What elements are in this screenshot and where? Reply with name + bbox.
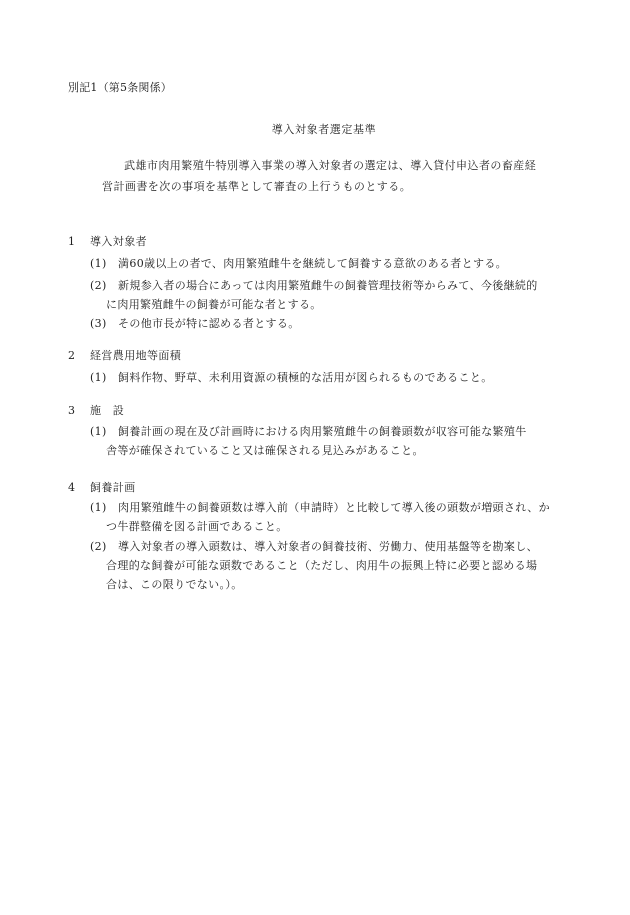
section-heading [68, 482, 136, 493]
document-title: 導入対象者選定基準 [271, 123, 377, 136]
item-text: 飼料作物、野草、未利用資源の積極的な活用が図られるものであること。 [118, 371, 493, 384]
item-number: (1) [90, 371, 107, 384]
intro-line-2: 営計画書を次の事項を基準として審査の上行うものとする。 [102, 180, 412, 193]
section-title: 飼養計画 [90, 481, 136, 494]
item-text: 飼養計画の現在及び計画時における肉用繁殖雌牛の飼養頭数が収容可能な繁殖牛 [118, 425, 527, 438]
section-title: 経営農用地等面積 [90, 349, 182, 362]
section-number: 4 [68, 481, 76, 494]
section-number: 2 [68, 349, 76, 362]
intro-line-1: 武雄市肉用繁殖牛特別導入事業の導入対象者の選定は、導入貸付申込者の畜産経 [124, 159, 537, 172]
item-continuation: 舎等が確保されていること又は確保される見込みがあること。 [106, 444, 424, 457]
section-heading [68, 350, 181, 361]
section-heading [68, 236, 147, 247]
section-number: 1 [68, 235, 76, 248]
item-number: (2) [90, 279, 107, 292]
item-continuation: 合は、この限りでない。）。 [106, 578, 243, 591]
item-text: 導入対象者の導入頭数は、導入対象者の飼養技術、労働力、使用基盤等を勘案し、 [118, 540, 538, 553]
item-number: (1) [90, 257, 107, 270]
section-title: 導入対象者 [90, 235, 147, 248]
section-heading [68, 405, 124, 416]
section-title: 施 設 [90, 404, 125, 417]
item-text: その他市長が特に認める者とする。 [118, 317, 300, 330]
item-number: (2) [90, 540, 107, 553]
list-item [90, 258, 507, 269]
item-number: (3) [90, 317, 107, 330]
section-number: 3 [68, 404, 76, 417]
item-text: 肉用繁殖雌牛の飼養頭数は導入前（申請時）と比較して導入後の頭数が増頭され、か [118, 501, 550, 514]
item-continuation: 合理的な飼養が可能な頭数であること（ただし、肉用牛の振興上特に必要と認める場 [106, 559, 538, 572]
list-item [90, 372, 493, 383]
item-continuation: つ牛群整備を図る計画であること。 [106, 520, 288, 533]
item-number: (1) [90, 501, 107, 514]
item-text: 新規参入者の場合にあっては肉用繁殖雌牛の飼養管理技術等からみて、今後継続的 [118, 279, 538, 292]
item-continuation: に肉用繁殖雌牛の飼養が可能な者とする。 [106, 298, 322, 311]
item-text: 満60歳以上の者で、肉用繁殖雌牛を継続して飼養する意欲のある者とする。 [118, 257, 508, 270]
header-reference: 別記1（第5条関係） [68, 81, 172, 94]
list-item [90, 502, 550, 513]
list-item [90, 541, 538, 552]
list-item [90, 280, 538, 291]
list-item [90, 318, 300, 329]
list-item [90, 426, 527, 437]
item-number: (1) [90, 425, 107, 438]
